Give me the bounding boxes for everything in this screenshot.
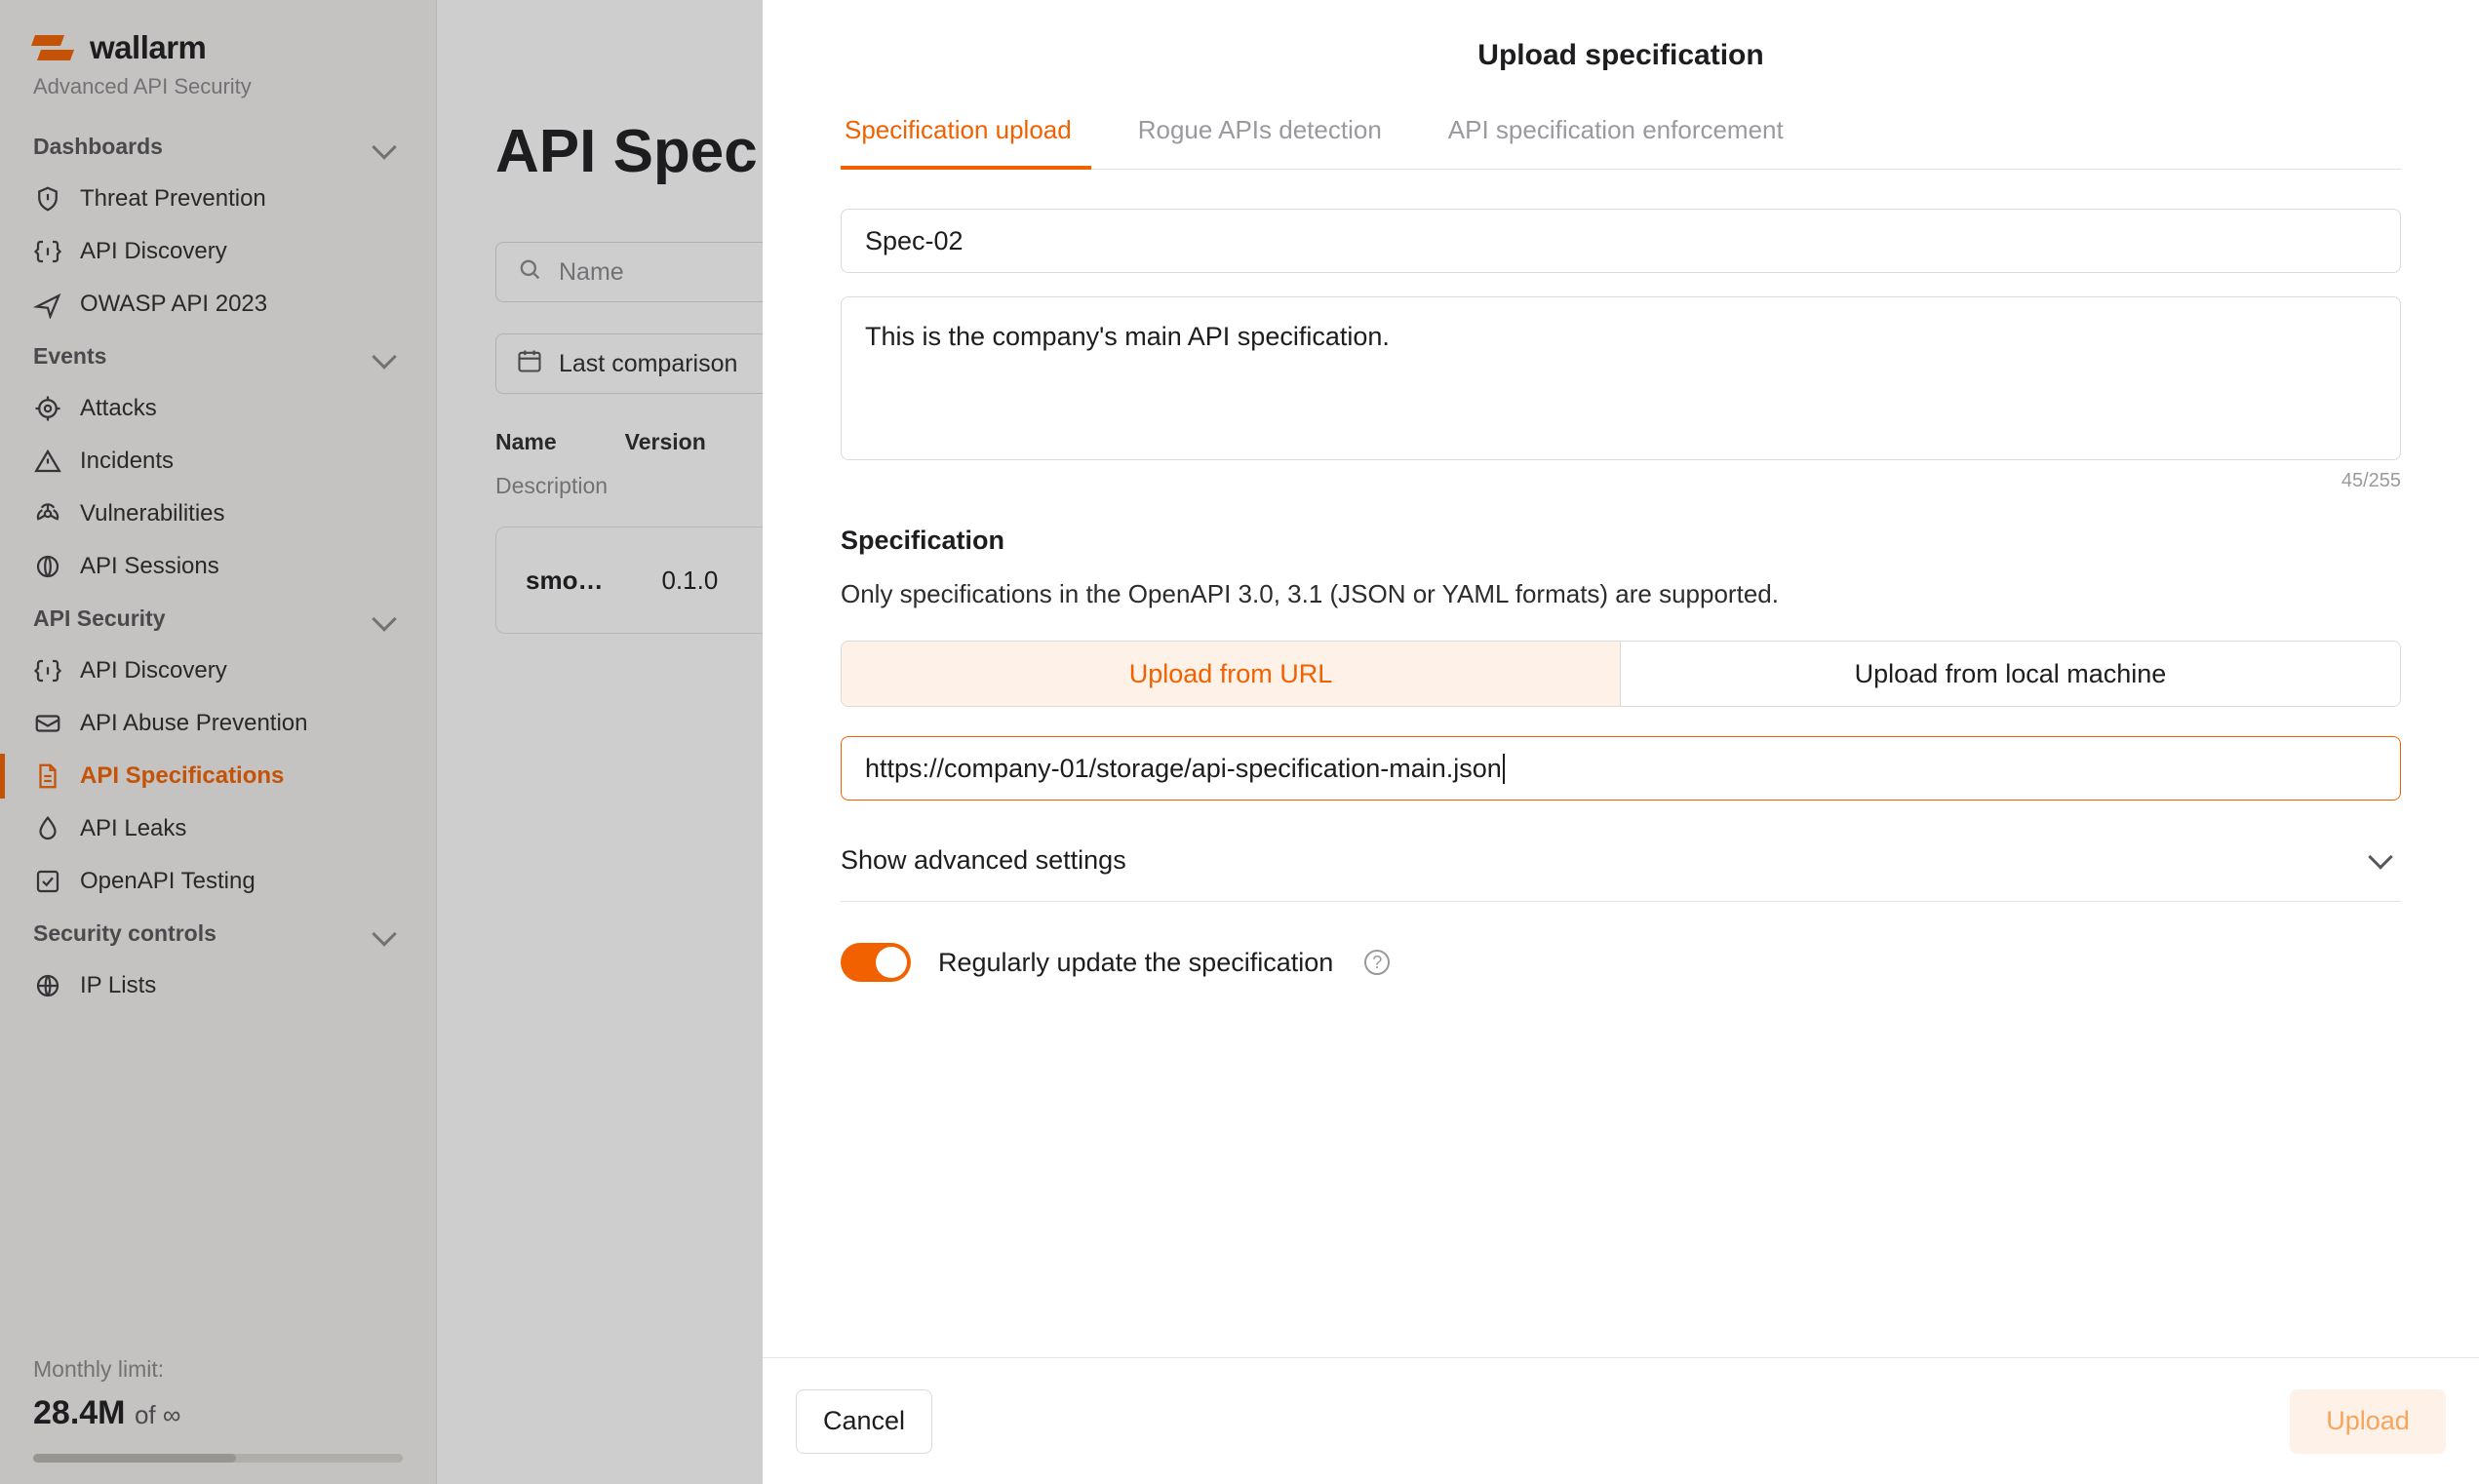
tab-label: Specification upload bbox=[845, 115, 1072, 144]
column-header-version: Version bbox=[624, 429, 706, 454]
specification-hint: Only specifications in the OpenAPI 3.0, 3.1 (JSON or YAML formats) are supported. bbox=[841, 579, 1779, 608]
regular-update-label: Regularly update the specification bbox=[938, 947, 1334, 977]
sidebar-item-label: OpenAPI Testing bbox=[80, 868, 256, 894]
modal-title: Upload specification bbox=[1477, 39, 1764, 71]
modal-tabs bbox=[841, 105, 2401, 170]
brand-tagline: Advanced API Security bbox=[33, 74, 252, 98]
sidebar-item-label: Incidents bbox=[80, 448, 175, 474]
help-icon[interactable]: ? bbox=[1364, 950, 1390, 975]
sidebar-item-label: IP Lists bbox=[80, 972, 157, 998]
tab-specification-upload[interactable] bbox=[841, 105, 1105, 169]
sidebar-group-label: Dashboards bbox=[33, 134, 163, 159]
segment-label: Upload from URL bbox=[1128, 658, 1333, 688]
cancel-button[interactable] bbox=[796, 1389, 932, 1454]
text-caret bbox=[1503, 754, 1505, 784]
brand-name: wallarm bbox=[90, 29, 207, 65]
tab-label: Rogue APIs detection bbox=[1137, 115, 1382, 144]
date-filter-label: Last comparison bbox=[559, 349, 738, 377]
upload-from-url-button[interactable] bbox=[842, 642, 1621, 706]
show-advanced-settings-label: Show advanced settings bbox=[841, 845, 1126, 875]
tab-api-specification-enforcement[interactable] bbox=[1415, 105, 1817, 169]
tab-label: API specification enforcement bbox=[1447, 115, 1784, 144]
spec-name-value: Spec-02 bbox=[865, 225, 964, 255]
cancel-button-label: Cancel bbox=[822, 1406, 906, 1435]
upload-from-local-machine-button[interactable] bbox=[1621, 642, 2400, 706]
show-advanced-settings-row[interactable] bbox=[841, 845, 2401, 902]
sidebar-item-label: Threat Prevention bbox=[80, 185, 266, 212]
row-version: 0.1.0 bbox=[661, 565, 719, 595]
sidebar-item-label: API Discovery bbox=[80, 657, 227, 683]
sidebar-item-label: Vulnerabilities bbox=[80, 500, 225, 527]
sidebar-item-label: API Abuse Prevention bbox=[80, 710, 308, 736]
sidebar-item-label: API Sessions bbox=[80, 553, 219, 579]
spec-url-value: https://company-01/storage/api-specification-main.json bbox=[865, 753, 1502, 783]
sidebar-item-label: API Leaks bbox=[80, 815, 187, 841]
sidebar-item-label: OWASP API 2023 bbox=[80, 291, 268, 317]
spec-description-value: This is the company's main API specification. bbox=[865, 322, 1390, 351]
regular-update-row bbox=[841, 943, 2401, 982]
spec-description-textarea[interactable] bbox=[841, 296, 2401, 460]
sidebar-group-label: Security controls bbox=[33, 920, 216, 946]
column-header-name: Name bbox=[495, 429, 557, 454]
specification-section-title: Specification bbox=[841, 526, 1005, 555]
sidebar-group-label: Events bbox=[33, 343, 107, 369]
tab-rogue-apis-detection[interactable] bbox=[1105, 105, 1415, 169]
upload-source-toggle bbox=[841, 641, 2401, 707]
search-placeholder: Name bbox=[559, 257, 624, 286]
spec-url-input[interactable] bbox=[841, 736, 2401, 801]
monthly-limit-of: of ∞ bbox=[134, 1400, 181, 1429]
monthly-limit-label: Monthly limit: bbox=[33, 1356, 165, 1382]
modal-footer bbox=[763, 1357, 2479, 1484]
char-counter: 45/255 bbox=[2341, 470, 2401, 491]
modal-body bbox=[763, 105, 2479, 1357]
upload-button[interactable] bbox=[2290, 1389, 2446, 1454]
column-header-description: Description bbox=[495, 473, 609, 498]
sidebar-item-label: Attacks bbox=[80, 395, 157, 421]
regular-update-toggle[interactable] bbox=[841, 943, 911, 982]
row-name: smo… bbox=[526, 565, 604, 595]
chevron-down-icon bbox=[2368, 844, 2392, 869]
sidebar-item-label: API Specifications bbox=[80, 762, 285, 789]
page-title: API Spec bbox=[495, 118, 758, 185]
sidebar-group-label: API Security bbox=[33, 605, 166, 631]
upload-specification-modal bbox=[763, 0, 2479, 1484]
monthly-limit-value: 28.4M bbox=[33, 1394, 126, 1431]
upload-button-label: Upload bbox=[2326, 1406, 2410, 1435]
spec-name-input[interactable] bbox=[841, 209, 2401, 273]
sidebar-item-label: API Discovery bbox=[80, 238, 227, 264]
segment-label: Upload from local machine bbox=[1854, 658, 2167, 688]
